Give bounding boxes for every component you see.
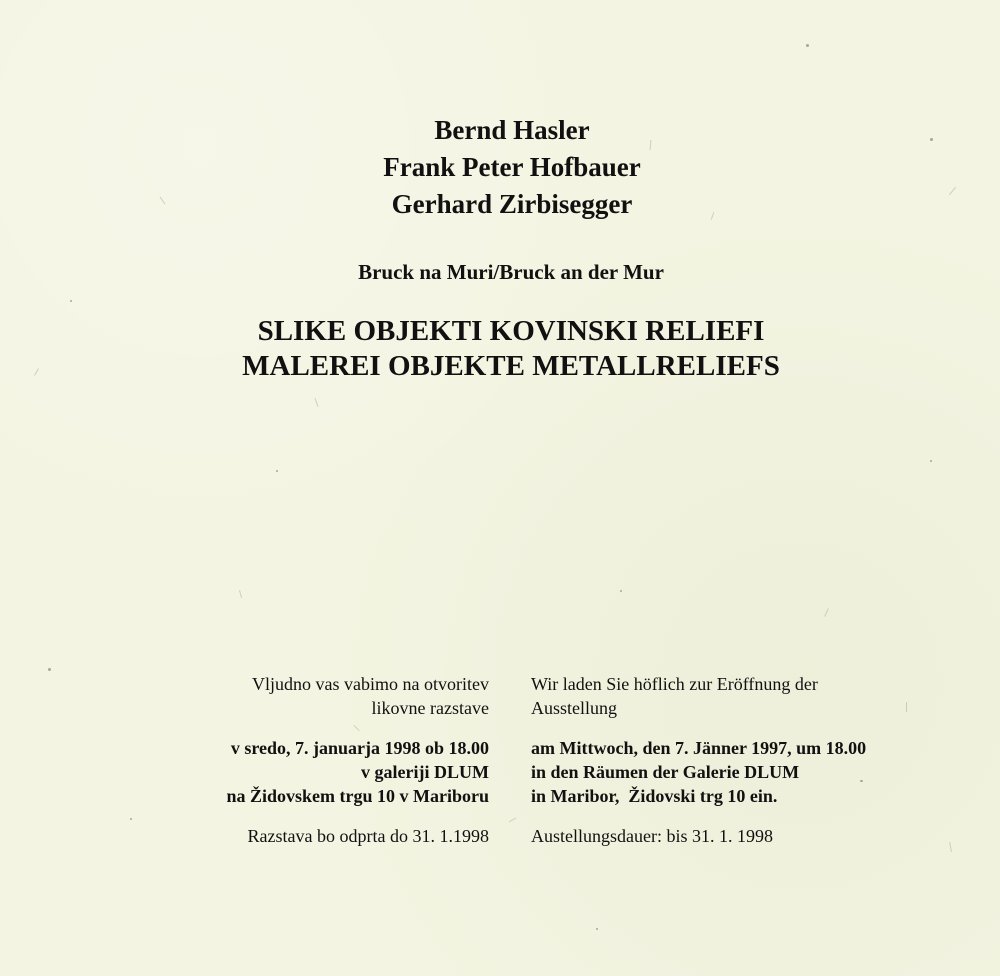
paper-speck — [806, 44, 809, 47]
paper-fiber — [509, 818, 516, 823]
paper-fiber — [239, 590, 242, 598]
invitation-line: Ausstellung — [531, 698, 618, 718]
paper-speck — [596, 928, 598, 930]
invitation-line: likovne razstave — [371, 698, 489, 718]
german-invitation — [531, 672, 951, 720]
spacer — [169, 720, 489, 736]
paper-fiber — [824, 608, 829, 617]
invitation-line: Vljudno vas vabimo na otvoritev — [252, 674, 489, 694]
spacer — [169, 808, 489, 824]
spacer — [531, 720, 951, 736]
detail-line: in den Räumen der Galerie DLUM — [531, 762, 800, 782]
slovene-event-details — [169, 736, 489, 808]
detail-line: na Židovskem trgu 10 v Mariboru — [226, 786, 489, 806]
exhibition-title — [0, 314, 1000, 384]
detail-line: v galeriji DLUM — [361, 762, 489, 782]
slovene-column — [169, 672, 489, 848]
paper-speck — [620, 590, 622, 592]
paper-speck — [70, 300, 72, 302]
invitation-line: Wir laden Sie höflich zur Eröffnung der — [531, 674, 818, 694]
paper-speck — [130, 818, 132, 820]
artist-name: Gerhard Zirbisegger — [391, 189, 633, 219]
paper-speck — [48, 668, 51, 671]
detail-line: v sredo, 7. januarja 1998 ob 18.00 — [230, 738, 489, 758]
detail-line: am Mittwoch, den 7. Jänner 1997, um 18.00 — [531, 738, 867, 758]
paper-fiber — [314, 398, 318, 407]
german-column — [531, 672, 951, 848]
artist-name: Frank Peter Hofbauer — [383, 152, 641, 182]
detail-line: in Maribor, Židovski trg 10 ein. — [531, 786, 778, 806]
german-duration: Austellungsdauer: bis 31. 1. 1998 — [531, 826, 773, 846]
slovene-invitation — [169, 672, 489, 720]
german-event-details — [531, 736, 951, 808]
city-line: Bruck na Muri/Bruck an der Mur — [358, 260, 664, 284]
paper-speck — [930, 460, 932, 462]
title-slovene: SLIKE OBJEKTI KOVINSKI RELIEFI — [257, 315, 765, 347]
slovene-duration: Razstava bo odprta do 31. 1.1998 — [247, 826, 489, 846]
title-german: MALEREI OBJEKTE METALLRELIEFS — [242, 350, 780, 382]
spacer — [531, 808, 951, 824]
artist-name: Bernd Hasler — [434, 115, 590, 145]
artist-list — [0, 112, 1000, 223]
paper-speck — [276, 470, 278, 472]
